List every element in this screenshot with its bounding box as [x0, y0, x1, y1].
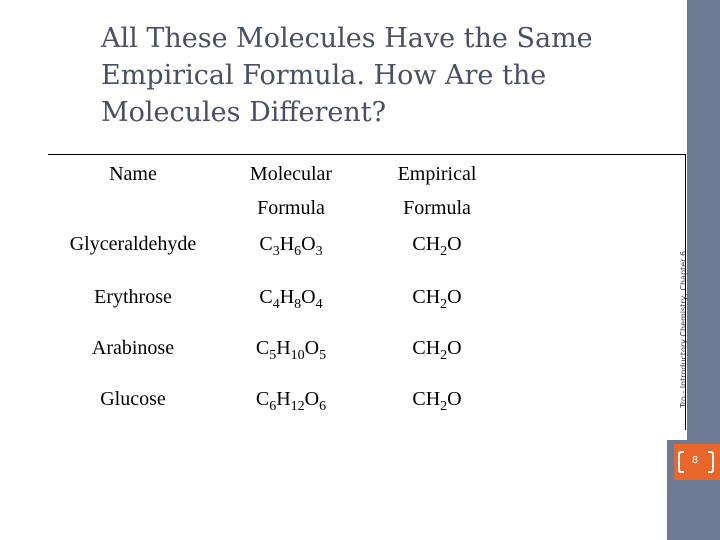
atom-count: 2	[440, 244, 448, 259]
right-bracket-icon	[708, 451, 714, 473]
row-0-name: Glyceraldehyde	[69, 233, 197, 255]
atom-symbol: O	[304, 337, 320, 359]
row-2-empirical-formula	[364, 332, 510, 365]
atom-symbol: H	[279, 233, 295, 255]
atom-symbol: O	[301, 286, 316, 308]
atom-symbol: O	[447, 233, 462, 255]
page-number-badge	[674, 444, 720, 480]
header-molecular-line1: Molecular	[249, 163, 333, 185]
atom-symbol: O	[447, 337, 462, 359]
atom-symbol: C	[259, 286, 273, 308]
atom-symbol: O	[447, 286, 462, 308]
row-2-name: Arabinose	[91, 337, 175, 359]
side-caption-text: Tro - Introductory Chemistry, Chapter 6	[679, 250, 688, 408]
atom-symbol: CH	[412, 388, 441, 410]
atom-symbol: O	[301, 233, 316, 255]
row-1-empirical-formula	[364, 281, 510, 314]
atom-symbol: C	[255, 388, 270, 410]
atom-count: 5	[319, 348, 327, 363]
row-0-molecular-formula	[218, 228, 364, 261]
header-name: Name	[109, 163, 157, 185]
atom-symbol: H	[279, 286, 295, 308]
header-molecular-line2: Formula	[257, 197, 325, 219]
atom-count: 4	[272, 297, 280, 312]
atom-count: 3	[315, 244, 323, 259]
atom-count: 3	[272, 244, 280, 259]
atom-count: 12	[290, 399, 305, 414]
atom-symbol: O	[447, 388, 462, 410]
row-0-empirical-formula	[364, 228, 510, 261]
atom-count: 6	[319, 399, 327, 414]
row-1-molecular-formula	[218, 281, 364, 314]
atom-count: 6	[294, 244, 302, 259]
row-2-molecular-formula	[218, 332, 364, 365]
atom-count: 2	[440, 348, 448, 363]
atom-symbol: C	[255, 337, 270, 359]
atom-count: 6	[269, 399, 277, 414]
row-1-name: Erythrose	[94, 286, 172, 308]
atom-symbol: CH	[412, 233, 441, 255]
atom-count: 2	[440, 297, 448, 312]
header-empirical-line1: Empirical	[397, 163, 477, 185]
row-3-empirical-formula	[364, 383, 510, 416]
row-3-molecular-formula	[218, 383, 364, 416]
atom-count: 2	[440, 399, 448, 414]
atom-count: 5	[269, 348, 277, 363]
row-3-name: Glucose	[100, 388, 166, 410]
atom-symbol: O	[304, 388, 320, 410]
atom-symbol: H	[276, 388, 291, 410]
atom-symbol: H	[276, 337, 291, 359]
atom-count: 10	[290, 348, 305, 363]
atom-symbol: CH	[412, 286, 441, 308]
header-empirical-line2: Formula	[403, 197, 471, 219]
atom-count: 4	[315, 297, 323, 312]
atom-symbol: C	[259, 233, 273, 255]
slide-title: All These Molecules Have the Same Empirical Formula. How Are the Molecules Different?	[101, 23, 593, 128]
page-number: 8	[691, 455, 699, 466]
atom-count: 8	[294, 297, 302, 312]
atom-symbol: CH	[412, 337, 441, 359]
